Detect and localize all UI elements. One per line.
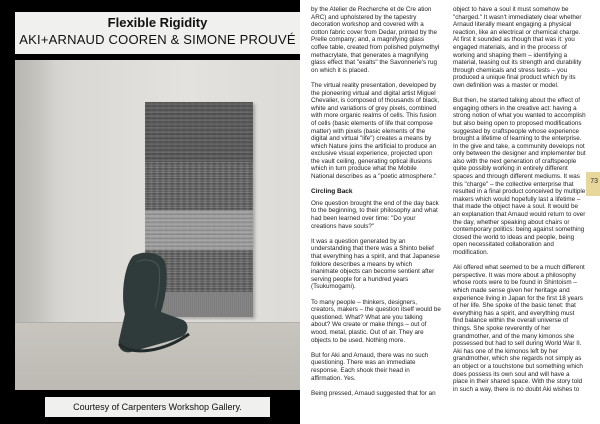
paragraph: Aki offered what seemed to be a much different perspective. It was more about a philosophy whose roots were to be found in Shintoism – which made sense given her heritage and experience living in Japan for the first 18 years of her life. She spoke of the basic tenet: that everything has a spirit, and everything must find balance within the overall universe of things. She spoke reverently of her grandmother, and of the many kimonos she possessed but had to sell during World War II. Aki has one of the kimonos left by her grandmother, which she regards not simply as an object or a touchstone but something which does possess its own soul and will have a place in their shared space. With the story told in such a way, there is no doubt Aki wishes to — [453, 264, 585, 393]
tapestry-dark-band — [145, 102, 253, 162]
text-column-2 — [453, 6, 586, 393]
section-heading: Circling Back — [311, 188, 353, 196]
photo-caption: Courtesy of Carpenters Workshop Gallery. — [73, 402, 242, 412]
paragraph: But then, he started talking about the effect of engaging others in the creative act: having a strong notion of what you wanted to accomplish but also being open to proposed modifications suggested by craftspeople whose experience brought a lifetime of learning to the enterprise. In the give and take, a community develops not only between the designer and implementer but also with the next generation of craftspeople quite possibly working in entirely different spaces and through different mediums. It was this "charge" – the collective enterprise that resulted in a final product conceived by multiple makers which would hopefully last a lifetime – that made the object have a soul. It would be an explanation that Arnaud would return to over the day, whether speaking about chairs or contemporary politics: being against something closed the world to ideas and people, being open necessitated collaboration and modification. — [453, 97, 586, 256]
title-box — [15, 12, 300, 54]
paragraph: To many people – thinkers, designers, creators, makers – the question itself would be questioned. What? What are you talking about? We create or make things – out of wood, metal, plastic. Out of air. They are objects to be used. Nothing more. — [311, 298, 441, 344]
caption-box — [45, 397, 270, 417]
tapestry-light-band — [145, 210, 253, 250]
text-column-1 — [311, 6, 441, 397]
paragraph: object to have a soul it must somehow be "charged." It wasn't immediately clear whether Arnaud literally meant engaging a physical reaction, like an electrical or chemical charge. At first it sounded as though that was it: you engaged materials, and in the process of working and shaping them – identifying a material, teasing out its strength and durability through chemicals and stress tests – you produced a unique final product which by its own definition was a master or model. — [453, 6, 582, 89]
paragraph: The virtual reality presentation, developed by the pioneering virtual and digital artist Miguel Chevalier, is composed of thousands of black, white and variations of grey pixels, combined with more organic realms of cells. This fusion of cells (basic elements of life that compose matter) with pixels (basic elements of the digital and virtual "life") creates a means by which Nature joins the artificial to produce an exclusive visual experience, projected upon the vault ceiling, generating optical illusions which in turn produce what the Mobile National describes as a "poetic atmosphere." — [311, 81, 440, 181]
article-subtitle: AKI+ARNAUD COOREN & SIMONE PROUVÉ — [19, 32, 296, 47]
gallery-photo — [15, 60, 300, 390]
paragraph: Being pressed, Arnaud suggested that for an — [311, 389, 436, 397]
article-title: Flexible Rigidity — [107, 15, 208, 30]
paragraph: But for Aki and Arnaud, there was no such questioning. There was an immediate response. Each shook their head in affirmation. Yes. — [311, 351, 429, 382]
paragraph: It was a question generated by an understanding that there was a Shinto belief that everything has a spirit, and that Japanese folklore describes a means by which inanimate objects can become sentient after serving people for a hundred years (Tsukumogami). — [311, 237, 440, 291]
paragraph: One question brought the end of the day back to the beginning, to their philosophy and what had been learned over time: "Do your creations have souls?" — [311, 199, 439, 230]
right-page — [300, 0, 600, 424]
rocking-chair — [103, 248, 193, 358]
paragraph: by the Atelier de Recherche et de Cre ation ARC) and upholstered by the tapestry decoration workshop and covered with a cotton fabric cover from Dedar, printed by the Prelle company; and, a magnifying glass coffee table, created from polished polymethyl methacrylate, that generates a magnifying glass effect that "exalts" the Savonnerie's rug on which it is placed. — [311, 6, 440, 74]
page-number: 73 — [590, 178, 598, 185]
